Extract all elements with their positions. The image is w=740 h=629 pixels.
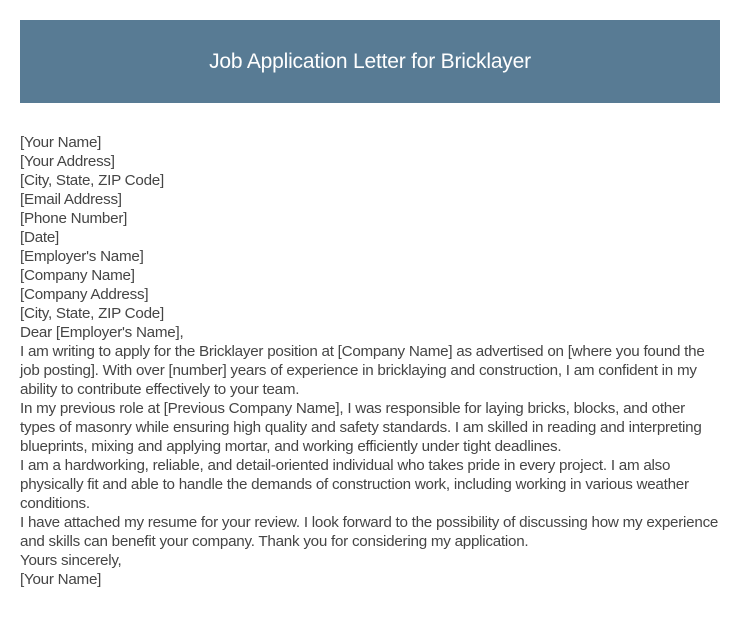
title-banner	[20, 20, 720, 103]
recipient-address: [Company Address]	[20, 286, 149, 303]
letter-date: [Date]	[20, 229, 60, 246]
signature: [Your Name]	[20, 571, 102, 588]
sender-email: [Email Address]	[20, 191, 122, 208]
sender-address: [Your Address]	[20, 153, 115, 170]
letter-body	[20, 133, 722, 589]
closing: Yours sincerely,	[20, 552, 122, 569]
paragraph: I am writing to apply for the Bricklayer position at [Company Name] as advertised on [where you found the job posting]. With over [number] years of experience in bricklaying and construction, I am confident in my ability to contribute effectively to your team.	[20, 343, 705, 398]
paragraph: In my previous role at [Previous Company Name], I was responsible for laying bricks, blocks, and other types of masonry while ensuring high quality and safety standards. I am skilled in reading and interpreting blueprints, mixing and applying mortar, and working efficiently under tight deadlines.	[20, 400, 702, 455]
recipient-name: [Employer's Name]	[20, 248, 144, 265]
paragraph: I have attached my resume for your review. I look forward to the possibility of discussing how my experience and skills can benefit your company. Thank you for considering my application.	[20, 514, 719, 550]
sender-city: [City, State, ZIP Code]	[20, 172, 164, 189]
page-title: Job Application Letter for Bricklayer	[209, 49, 531, 73]
recipient-city: [City, State, ZIP Code]	[20, 305, 164, 322]
salutation: Dear [Employer's Name],	[20, 324, 184, 341]
sender-name: [Your Name]	[20, 134, 102, 151]
sender-phone: [Phone Number]	[20, 210, 128, 227]
paragraph: I am a hardworking, reliable, and detail-oriented individual who takes pride in every project. I am also physically fit and able to handle the demands of construction work, including working in various weather conditions.	[20, 457, 689, 512]
recipient-company: [Company Name]	[20, 267, 135, 284]
